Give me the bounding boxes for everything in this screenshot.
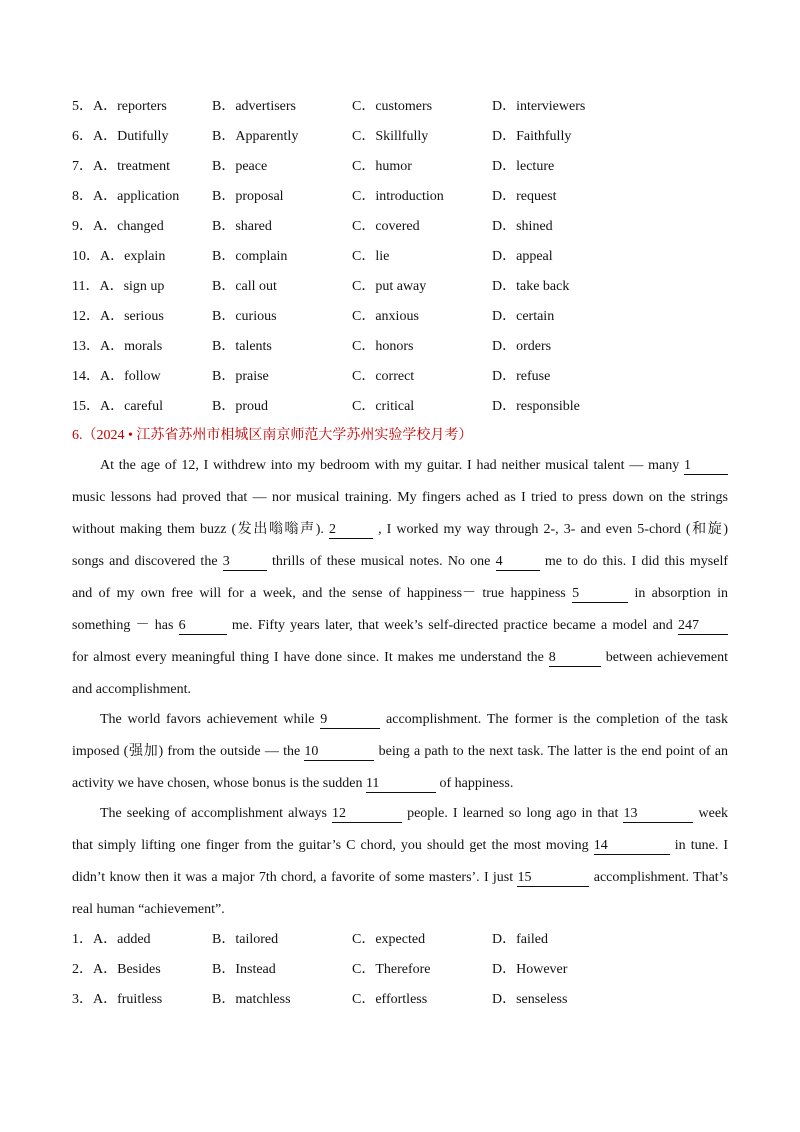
question-number: 11． xyxy=(72,279,100,294)
option-row xyxy=(72,217,732,237)
option-b: B．peace xyxy=(212,159,268,174)
paragraph-line xyxy=(72,610,728,642)
question-number: 5． xyxy=(72,99,93,114)
option-a-text: A．careful xyxy=(100,399,163,414)
option-b: B．praise xyxy=(212,369,269,384)
option-row xyxy=(72,367,732,387)
option-a xyxy=(72,930,151,950)
option-row xyxy=(72,187,732,207)
option-d: D．lecture xyxy=(492,159,555,174)
option-d: D．However xyxy=(492,962,568,977)
option-d: D．appeal xyxy=(492,249,553,264)
paragraph-line xyxy=(72,514,728,546)
option-c: C．expected xyxy=(352,932,426,947)
question-number: 1． xyxy=(72,932,93,947)
passage-text: The world favors achievement while xyxy=(100,712,315,727)
option-d: D．interviewers xyxy=(492,99,586,114)
passage-text: songs and discovered the xyxy=(72,554,218,569)
passage-text: didn’t know then it was a major 7th chord, a favorite of some masters’. I just xyxy=(72,870,514,885)
passage-text: me to do this. I did this myself xyxy=(544,554,729,569)
option-c: C．correct xyxy=(352,369,415,384)
option-b: B．proposal xyxy=(212,189,284,204)
option-d: D．take back xyxy=(492,279,570,294)
answer-blank: 4 xyxy=(496,554,540,571)
answer-blank: 15 xyxy=(517,870,589,887)
option-d: D．refuse xyxy=(492,369,551,384)
passage-text: real human “achievement”. xyxy=(72,902,225,917)
passage-text: in absorption in xyxy=(634,586,729,601)
option-c: C．humor xyxy=(352,159,412,174)
paragraph xyxy=(72,704,728,800)
question-number: 10． xyxy=(72,249,100,264)
option-c: C．anxious xyxy=(352,309,419,324)
paragraph-line xyxy=(72,704,728,736)
option-d: D．certain xyxy=(492,309,555,324)
passage-text: activity we have chosen, whose bonus is the sudden xyxy=(72,776,363,791)
option-d: D．failed xyxy=(492,932,548,947)
passage-text: between achievement xyxy=(605,650,729,665)
option-row xyxy=(72,930,732,950)
answer-blank: 11 xyxy=(366,776,436,793)
question-number: 15． xyxy=(72,399,100,414)
option-d: D．request xyxy=(492,189,557,204)
answer-blank: 12 xyxy=(332,806,402,823)
question-number: 14． xyxy=(72,369,100,384)
answer-blank: 10 xyxy=(304,744,374,761)
option-c: C．Therefore xyxy=(352,962,431,977)
option-b: B．complain xyxy=(212,249,288,264)
option-a xyxy=(72,337,162,357)
option-row xyxy=(72,990,732,1010)
option-a xyxy=(72,397,163,417)
option-c: C．put away xyxy=(352,279,427,294)
question-number: 8． xyxy=(72,189,93,204)
option-b: B．curious xyxy=(212,309,277,324)
passage-text: and of my own free will for a week, and the sense of happiness－ true happiness xyxy=(72,586,566,601)
paragraph-line xyxy=(72,674,728,706)
option-a xyxy=(72,277,164,297)
paragraph-line xyxy=(72,450,728,482)
option-a xyxy=(72,157,170,177)
passage-text: people. I learned so long ago in that xyxy=(407,806,619,821)
question-number: 2． xyxy=(72,962,93,977)
option-d: D．orders xyxy=(492,339,552,354)
paragraph-line xyxy=(72,642,728,674)
question-number: 7． xyxy=(72,159,93,174)
passage-text: of happiness. xyxy=(439,776,514,791)
option-c: C．customers xyxy=(352,99,433,114)
option-d: D．senseless xyxy=(492,992,568,1007)
option-a xyxy=(72,217,164,237)
passage-text: something － has xyxy=(72,618,174,633)
paragraph-line xyxy=(72,546,728,578)
option-c: C．covered xyxy=(352,219,420,234)
paragraph-line xyxy=(72,894,728,926)
option-d: D．Faithfully xyxy=(492,129,572,144)
question-number: 9． xyxy=(72,219,93,234)
paragraph xyxy=(72,450,728,706)
option-a-text: A．follow xyxy=(100,369,161,384)
option-b: B．talents xyxy=(212,339,272,354)
answer-blank: 9 xyxy=(320,712,380,729)
option-a-text: A．serious xyxy=(100,309,164,324)
option-d: D．responsible xyxy=(492,399,580,414)
option-a-text: A．reporters xyxy=(93,99,167,114)
option-row xyxy=(72,127,732,147)
option-c: C．Skillfully xyxy=(352,129,429,144)
answer-blank: 5 xyxy=(572,586,628,603)
option-a xyxy=(72,247,165,267)
passage-text: being a path to the next task. The latter is the end point of an xyxy=(378,744,729,759)
option-a xyxy=(72,990,162,1010)
passage-text: and accomplishment. xyxy=(72,682,191,697)
answer-blank: 14 xyxy=(594,838,670,855)
answer-blank: 13 xyxy=(623,806,693,823)
passage-text: accomplishment. The former is the completion of the task xyxy=(386,712,728,727)
answer-blank: 2 xyxy=(329,522,373,539)
question-number: 12． xyxy=(72,309,100,324)
paragraph xyxy=(72,798,728,926)
option-row xyxy=(72,337,732,357)
option-a-text: A．treatment xyxy=(93,159,170,174)
passage-text: in tune. I xyxy=(674,838,729,853)
answer-blank: 247 xyxy=(678,618,728,635)
option-a-text: A．sign up xyxy=(99,279,165,294)
option-c: C．honors xyxy=(352,339,414,354)
paragraph-line xyxy=(72,798,728,830)
passage-text: week xyxy=(698,806,729,821)
passage-text: without making them buzz (发出嗡嗡声). xyxy=(72,522,324,537)
option-b: B．call out xyxy=(212,279,277,294)
option-a-text: A．fruitless xyxy=(93,992,163,1007)
option-row xyxy=(72,247,732,267)
paragraph-line xyxy=(72,482,728,514)
passage-text: music lessons had proved that — nor musical training. My fingers ached as I tried to press down on the strings xyxy=(72,490,728,505)
passage-text: me. Fifty years later, that week’s self-directed practice became a model and xyxy=(231,618,673,633)
question-number: 3． xyxy=(72,992,93,1007)
option-b: B．proud xyxy=(212,399,268,414)
option-a xyxy=(72,307,164,327)
option-a xyxy=(72,367,161,387)
option-row xyxy=(72,97,732,117)
paragraph-line xyxy=(72,578,728,610)
answer-blank: 8 xyxy=(549,650,601,667)
option-b: B．Instead xyxy=(212,962,276,977)
option-row xyxy=(72,960,732,980)
option-a xyxy=(72,127,168,147)
passage-text: that simply lifting one finger from the guitar’s C chord, you should get the most moving xyxy=(72,838,589,853)
option-a xyxy=(72,960,161,980)
option-c: C．critical xyxy=(352,399,415,414)
option-c: C．lie xyxy=(352,249,390,264)
passage-text: imposed (强加) from the outside — the xyxy=(72,744,301,759)
paragraph-line xyxy=(72,830,728,862)
passage-text: thrills of these musical notes. No one xyxy=(272,554,491,569)
question-title: 6.（2024 • 江苏省苏州市相城区南京师范大学苏州实验学校月考） xyxy=(72,428,473,443)
option-b: B．shared xyxy=(212,219,272,234)
passage-text: At the age of 12, I withdrew into my bedroom with my guitar. I had neither musical talent — many xyxy=(100,458,680,473)
option-c: C．effortless xyxy=(352,992,428,1007)
passage-text: The seeking of accomplishment always xyxy=(100,806,327,821)
option-a-text: A．morals xyxy=(100,339,163,354)
answer-blank: 3 xyxy=(223,554,267,571)
option-a-text: A．explain xyxy=(100,249,166,264)
option-row xyxy=(72,277,732,297)
paragraph-line xyxy=(72,736,728,768)
option-b: B．advertisers xyxy=(212,99,296,114)
option-a-text: A．Dutifully xyxy=(93,129,169,144)
option-b: B．Apparently xyxy=(212,129,299,144)
option-c: C．introduction xyxy=(352,189,444,204)
option-b: B．tailored xyxy=(212,932,279,947)
paragraph-line xyxy=(72,768,728,800)
option-a-text: A．application xyxy=(93,189,180,204)
option-a xyxy=(72,187,179,207)
answer-blank: 1 xyxy=(684,458,728,475)
passage-text: for almost every meaningful thing I have done since. It makes me understand the xyxy=(72,650,544,665)
option-a-text: A．added xyxy=(93,932,151,947)
question-number: 6． xyxy=(72,129,93,144)
passage-text: accomplishment. That’s xyxy=(593,870,729,885)
option-row xyxy=(72,157,732,177)
option-a-text: A．changed xyxy=(93,219,164,234)
option-row xyxy=(72,307,732,327)
option-d: D．shined xyxy=(492,219,553,234)
paragraph-line xyxy=(72,862,728,894)
option-row xyxy=(72,397,732,417)
option-a-text: A．Besides xyxy=(93,962,161,977)
option-a xyxy=(72,97,167,117)
option-b: B．matchless xyxy=(212,992,291,1007)
passage-text: , I worked my way through 2-, 3- and even 5-chord (和旋) xyxy=(378,522,728,537)
question-number: 13． xyxy=(72,339,100,354)
answer-blank: 6 xyxy=(179,618,227,635)
